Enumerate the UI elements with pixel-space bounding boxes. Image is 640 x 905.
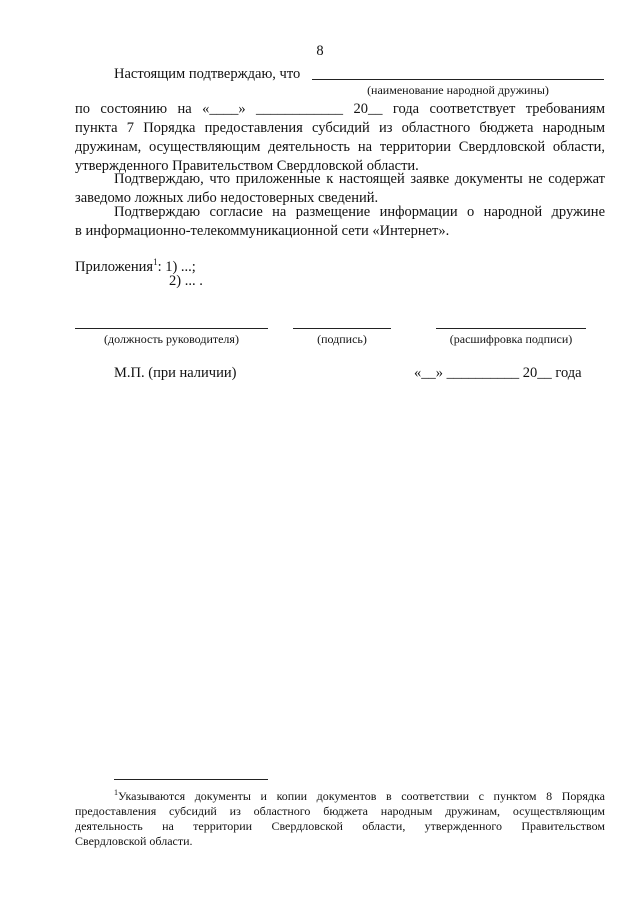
page-number: 8 bbox=[316, 43, 324, 59]
signature-blank bbox=[293, 328, 391, 329]
paragraph-status-line: дружинам, осуществляющим деятельность на территории Свердловской области, bbox=[75, 139, 605, 155]
decoding-blank bbox=[436, 328, 586, 329]
paragraph-consent-line: в информационно-телекоммуникационной сети «Интернет». bbox=[75, 223, 450, 239]
footnote-mark: 1 bbox=[114, 788, 118, 797]
footnote-line: Свердловской области. bbox=[75, 834, 193, 848]
stamp-label: М.П. (при наличии) bbox=[114, 365, 237, 381]
decoding-caption: (расшифровка подписи) bbox=[449, 332, 573, 346]
footnote-line: деятельность на территории Свердловской области, утвержденного Правительством bbox=[75, 819, 605, 833]
paragraph-status-line: пункта 7 Порядка предоставления субсидий из областного бюджета народным bbox=[75, 120, 605, 136]
position-caption: (должность руководителя) bbox=[104, 332, 239, 346]
footnote-line bbox=[75, 785, 605, 804]
date-line: «__» __________ 20__ года bbox=[414, 365, 582, 381]
confirm-lead: Настоящим подтверждаю, что bbox=[114, 66, 301, 82]
paragraph-status-line: по состоянию на «____» ____________ 20__ года соответствует требованиям bbox=[75, 101, 605, 117]
paragraph-documents-line: Подтверждаю, что приложенные к настоящей заявке документы не содержат bbox=[114, 171, 605, 187]
signature-caption: (подпись) bbox=[317, 332, 367, 346]
paragraph-consent bbox=[75, 203, 605, 241]
attachments-footnote-mark: 1 bbox=[153, 257, 158, 267]
paragraph-status bbox=[75, 100, 605, 176]
attachments-label: Приложения bbox=[75, 258, 154, 275]
organization-name-blank bbox=[312, 79, 604, 80]
paragraph-status-line: утвержденного Правительством Свердловской области. bbox=[75, 158, 419, 174]
paragraph-documents-line: заведомо ложных либо недостоверных сведений. bbox=[75, 190, 379, 206]
paragraph-consent-line: Подтверждаю согласие на размещение информации о народной дружине bbox=[114, 204, 605, 220]
position-blank bbox=[75, 328, 268, 329]
organization-name-caption: (наименование народной дружины) bbox=[367, 83, 549, 97]
attachment-item-2: 2) ... . bbox=[169, 273, 203, 289]
footnote-line: предоставления субсидий из областного бюджета народным дружинам, осуществляющим bbox=[75, 804, 605, 818]
footnote bbox=[75, 785, 605, 849]
footnote-separator bbox=[114, 779, 268, 780]
footnote-text: Указываются документы и копии документов в соответствии с пунктом 8 Порядка bbox=[118, 789, 605, 803]
attachment-item-1: : 1) ...; bbox=[157, 258, 196, 275]
